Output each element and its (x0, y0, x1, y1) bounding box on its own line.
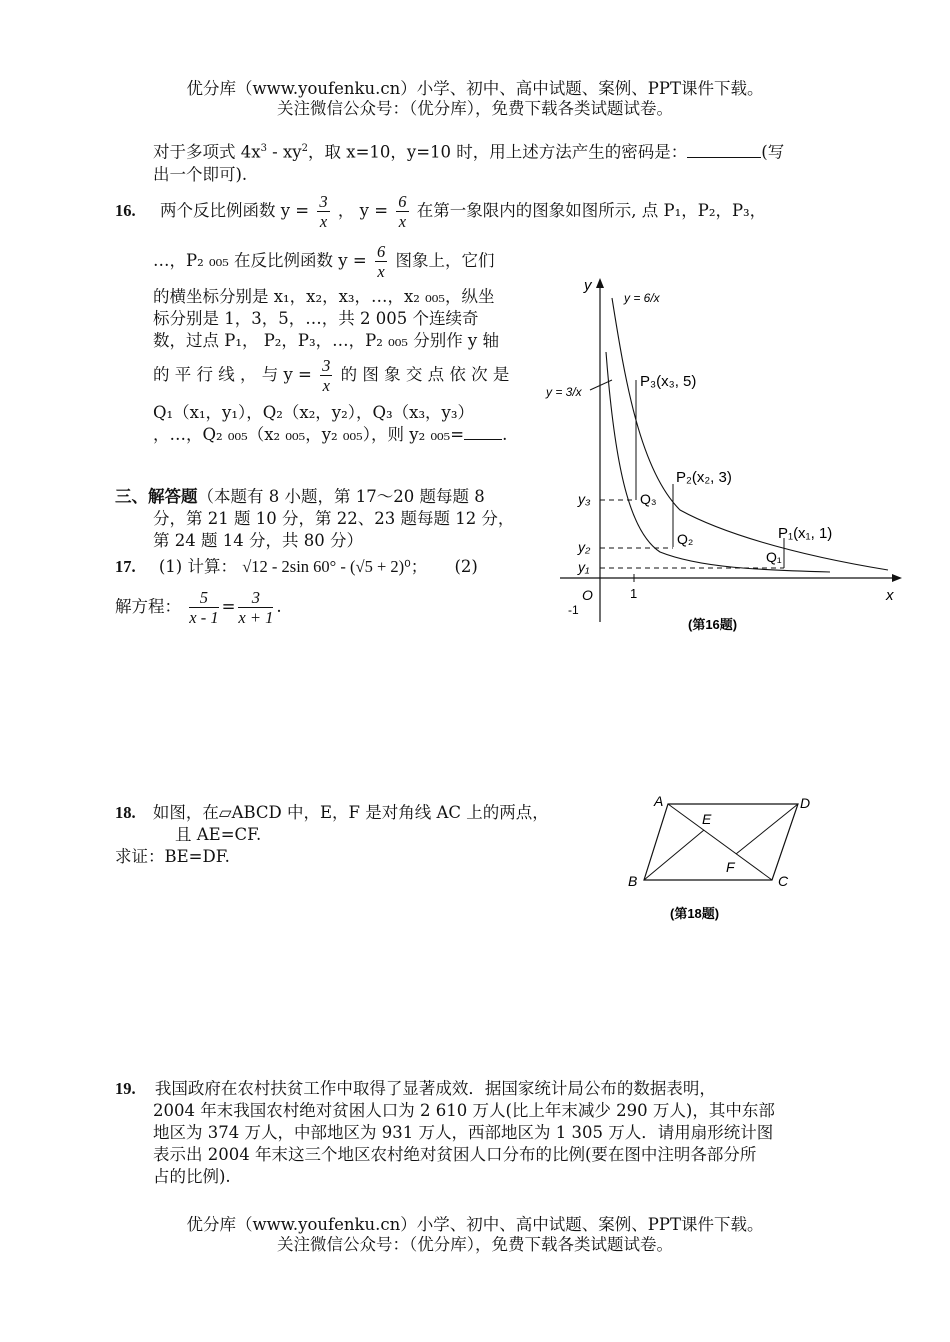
p1-label: P₁(x₁, 1) (778, 525, 833, 542)
label-D: D (800, 795, 811, 811)
q19-line-3: 地区为 374 万人，中部地区为 931 万人，西部地区为 1 305 万人．请用扇形统计图 (153, 1123, 774, 1142)
label-F: F (726, 859, 735, 875)
tick-one-label: 1 (630, 586, 638, 601)
q19-line-2: 2004 年末我国农村绝对贫困人口为 2 610 万人(比上年末减少 290 万人)，其中东部 (153, 1101, 775, 1120)
q19-line-4: 表示出 2004 年末这三个地区农村绝对贫困人口分布的比例(要在图中注明各部分所 (153, 1145, 757, 1164)
fraction-6-over-x-2: $\frac{6}{x}$ (376, 242, 386, 281)
p3-label: P₃(x₃, 5) (640, 373, 697, 390)
q2-label: Q₂ (677, 531, 694, 547)
minus-one-label: -1 (568, 603, 579, 617)
y-axis-arrow-icon (596, 278, 604, 288)
footer-line-2: 关注微信公众号：（优分库），免费下载各类试题试卷。 (277, 1235, 673, 1254)
label-E: E (702, 811, 712, 827)
diagonal-ac (668, 804, 772, 880)
q18-line-2: 且 AE=CF. (175, 825, 262, 844)
q16-line-3: 的横坐标分别是 x₁，x₂，x₃，…，x₂ ₀₀₅，纵坐 (153, 287, 495, 306)
x-axis-label: x (886, 587, 894, 604)
q16-line-2: …，P₂ ₀₀₅ 在反比例函数 y = $\frac{6}{x}$ 图象上，它们 (153, 242, 495, 281)
header-line-2: 关注微信公众号：（优分库），免费下载各类试题试卷。 (277, 99, 673, 118)
parallelogram-abcd (644, 804, 798, 880)
q16-number: 16. (115, 201, 136, 220)
fraction-6-over-x: $\frac{6}{x}$ (398, 192, 407, 231)
q17-expression: √12 - 2sin 60° - (√5 + 2)⁰； (242, 557, 428, 576)
q18-line-1: 18. 如图，在▱ABCD 中，E，F 是对角线 AC 上的两点， (115, 803, 549, 822)
x-axis-arrow-icon (892, 574, 902, 582)
figure-16-caption: (第16题) (688, 617, 738, 632)
section3-line-1: 三、解答题（本题有 8 小题，第 17～20 题每题 8 (115, 487, 485, 506)
figure-18 (620, 790, 820, 930)
p2-label: P₂(x₂, 3) (676, 469, 732, 486)
segment-be (644, 830, 704, 880)
q18-line-3: 求证：BE=DF. (115, 847, 230, 866)
q19-line-5: 占的比例). (153, 1167, 231, 1186)
q17-line-2: 解方程： $\frac{5}{x - 1}$ = $\frac{3}{x + 1}$ . (115, 588, 282, 627)
y1-label: y₁ (578, 559, 590, 575)
q3-label: Q₃ (640, 491, 657, 507)
q16-line-5: 数，过点 P₁， P₂，P₃，…，P₂ ₀₀₅ 分别作 y 轴 (153, 331, 500, 350)
origin-label: O (582, 587, 593, 603)
section3-line-3: 第 24 题 14 分，共 80 分） (153, 531, 363, 550)
q16-line-1: 两个反比例函数 y = $\frac{3}{x}$ ， y = $\frac{6}{x}$ 在第一象限内的图象如图所示, 点 P₁，P₂，P₃， (160, 192, 767, 231)
segment-df (736, 804, 798, 854)
footer-line-1: 优分库（www.youfenku.cn）小学、初中、高中试题、案例、PPT课件下载。 (186, 1215, 764, 1234)
q15-line-2: 出一个即可). (153, 165, 248, 184)
label-B: B (628, 873, 638, 889)
q15-line-1: 对于多项式 $4x^3 - xy^2$，取 x=10，y=10 时，用上述方法产生的密码是： (写 (153, 142, 785, 162)
label-C: C (778, 873, 789, 889)
fraction-3-over-x-2: $\frac{3}{x}$ (322, 356, 331, 395)
q19-line-1: 19. 我国政府在农村扶贫工作中取得了显著成效．据国家统计局公布的数据表明， (115, 1079, 716, 1098)
curve6-label: y = 6/x (624, 291, 660, 305)
q16-line-6: 的 平 行 线 ， 与 y = $\frac{3}{x}$ 的 图 象 交 点 依 次 是 (153, 356, 510, 395)
figure-16 (540, 270, 910, 640)
y2-label: y₂ (578, 539, 591, 555)
y3-label: y₃ (578, 491, 591, 507)
q16-line-4: 标分别是 1，3，5，…，共 2 005 个连续奇 (153, 309, 479, 328)
figure-18-caption: (第18题) (670, 906, 720, 921)
q17-line-1: 17. (1) 计算： √12 - 2sin 60° - (√5 + 2)⁰； (2) (115, 557, 478, 576)
section3-line-2: 分，第 21 题 10 分，第 22、23 题每题 12 分， (153, 509, 515, 528)
curve3-label: y = 3/x (546, 385, 582, 399)
section3-title: 三、解答题 (115, 487, 198, 506)
q16-line-7: Q₁（x₁，y₁），Q₂（x₂，y₂），Q₃（x₃，y₃） (153, 403, 474, 422)
curve-y-6-over-x (612, 298, 888, 570)
header-line-1: 优分库（www.youfenku.cn）小学、初中、高中试题、案例、PPT课件下载。 (186, 79, 764, 98)
q1-label: Q₁ (766, 549, 782, 565)
y-axis-label: y (584, 277, 592, 294)
q16-answer-blank[interactable] (464, 439, 502, 440)
fraction-5-over-x-minus-1: $\frac{5}{x - 1}$ (189, 588, 219, 627)
fraction-3-over-x-plus-1: $\frac{3}{x + 1}$ (238, 588, 274, 627)
label-A: A (654, 793, 664, 809)
fraction-3-over-x: $\frac{3}{x}$ (319, 192, 328, 231)
q15-answer-blank[interactable] (687, 157, 761, 158)
q16-line-8: ，…，Q₂ ₀₀₅（x₂ ₀₀₅，y₂ ₀₀₅），则 y₂ ₀₀₅= . (153, 425, 508, 444)
